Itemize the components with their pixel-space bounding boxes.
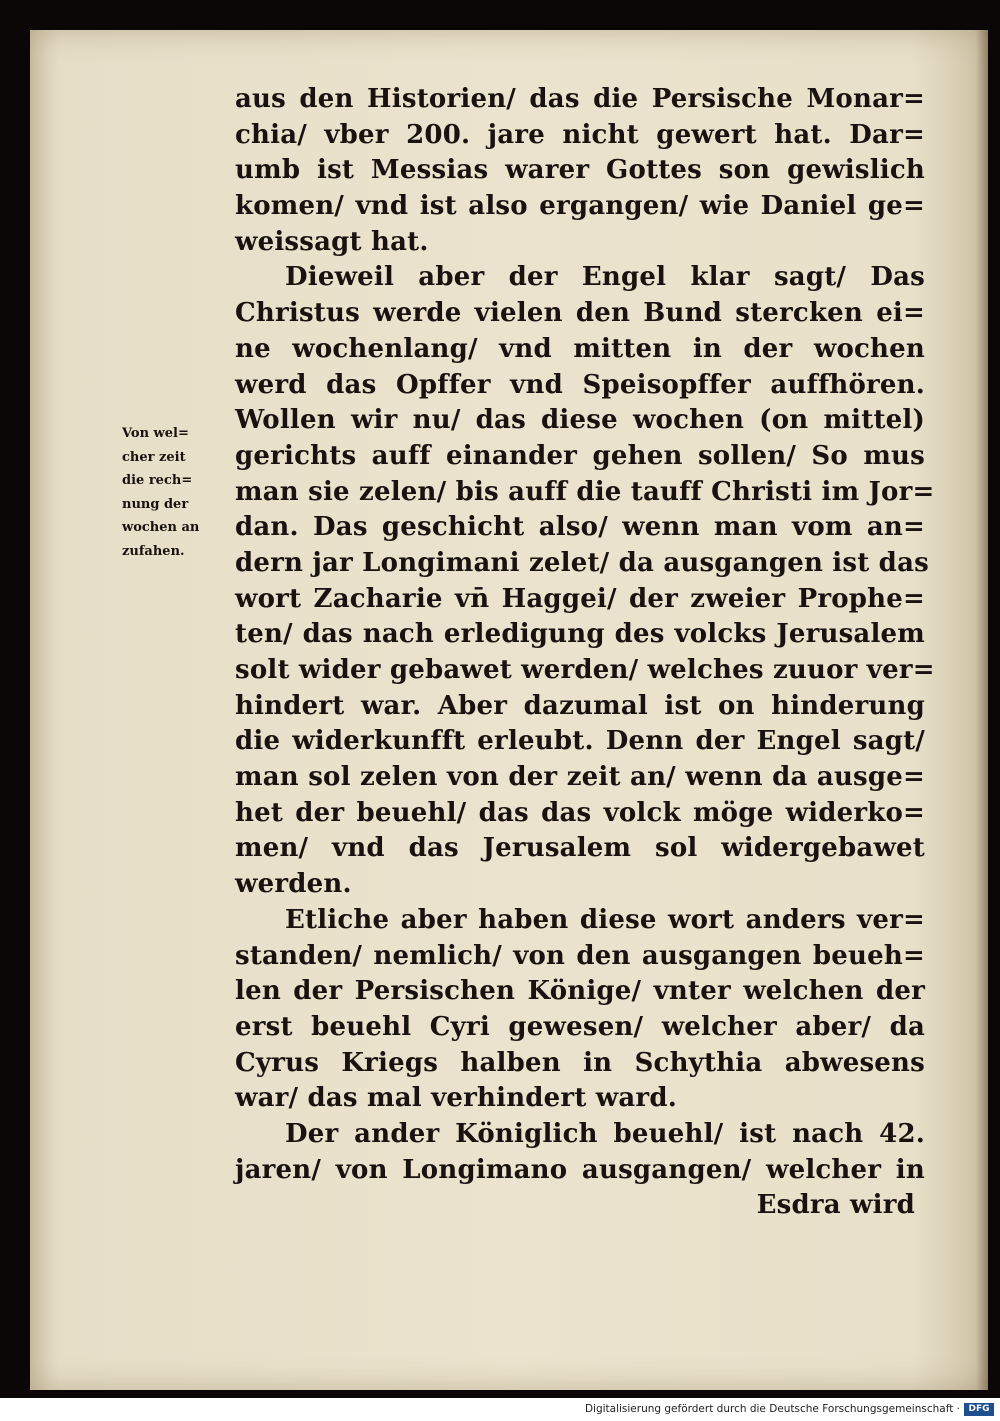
catchword: Esdra wird — [756, 1190, 915, 1221]
margin-note — [122, 422, 232, 563]
text-line: standen/ nemlich/ von den ausgangen beueh= — [235, 940, 925, 971]
text-line: werd das Opffer vnd Speisopffer auffhören. — [235, 369, 925, 400]
text-line: umb ist Messias warer Gottes son gewislich — [235, 155, 925, 186]
paragraph-start-line: Der ander Königlich beuehl/ ist nach 42. — [285, 1118, 925, 1149]
text-line: komen/ vnd ist also ergangen/ wie Daniel ge= — [235, 191, 925, 222]
text-line: war/ das mal verhindert ward. — [235, 1083, 677, 1114]
footer-bar — [0, 1398, 1000, 1421]
text-line: hindert war. Aber dazumal ist on hinderung — [235, 690, 925, 721]
text-line: ten/ das nach erledigung des volcks Jerusalem — [235, 619, 925, 650]
text-line: len der Persischen Könige/ vnter welchen der — [235, 976, 925, 1007]
paragraph-start-line: Dieweil aber der Engel klar sagt/ Das — [285, 262, 925, 293]
paragraph-start-line: Etliche aber haben diese wort anders ver= — [285, 904, 925, 935]
text-line: aus den Historien/ das die Persische Monar= — [235, 84, 925, 114]
text-line: wort Zacharie vn̄ Haggei/ der zweier Prophe= — [235, 583, 925, 614]
margin-note-line: die rech= — [122, 473, 193, 488]
text-line: erst beuehl Cyri gewesen/ welcher aber/ da — [235, 1011, 925, 1042]
text-line: man sol zelen von der zeit an/ wenn da ausge= — [235, 762, 925, 793]
text-line: Christus werde vielen den Bund stercken ei= — [235, 298, 925, 329]
margin-note-line: zufahen. — [122, 543, 185, 559]
main-text-block — [235, 82, 935, 1224]
text-line: men/ vnd das Jerusalem sol widergebawet — [235, 833, 925, 864]
book-page — [30, 30, 988, 1390]
text-line: Cyrus Kriegs halben in Schythia abwesens — [235, 1047, 925, 1078]
margin-note-line: wochen an — [122, 520, 200, 535]
text-line: chia/ vber 200. jare nicht gewert hat. Dar= — [235, 119, 925, 150]
text-line: dan. Das geschicht also/ wenn man vom an= — [235, 512, 925, 543]
text-line: weissagt hat. — [235, 226, 429, 257]
text-line: Wollen wir nu/ das diese wochen (on mittel) — [235, 405, 925, 436]
margin-note-line: Von wel= — [122, 426, 189, 441]
text-line: die widerkunfft erleubt. Denn der Engel sagt/ — [235, 726, 925, 757]
text-line: jaren/ von Longimano ausgangen/ welcher in — [235, 1154, 925, 1185]
text-line: het der beuehl/ das das volck möge widerko= — [235, 797, 925, 828]
text-line: gerichts auff einander gehen sollen/ So mus — [235, 440, 925, 471]
text-line: solt wider gebawet werden/ welches zuuor ver= — [235, 655, 935, 685]
text-line: dern jar Longimani zelet/ da ausgangen ist das — [235, 547, 929, 578]
text-line: man sie zelen/ bis auff die tauff Christi im Jor= — [235, 476, 935, 507]
page-edge-shadow — [976, 30, 988, 1390]
margin-note-line: cher zeit — [122, 449, 186, 465]
text-line: werden. — [235, 869, 352, 900]
text-line: ne wochenlang/ vnd mitten in der wochen — [235, 333, 925, 364]
funding-notice: Digitalisierung gefördert durch die Deutsche Forschungsgemeinschaft · — [584, 1403, 960, 1415]
margin-note-line: nung der — [122, 496, 189, 512]
dfg-logo-icon[interactable]: DFG — [964, 1403, 994, 1416]
